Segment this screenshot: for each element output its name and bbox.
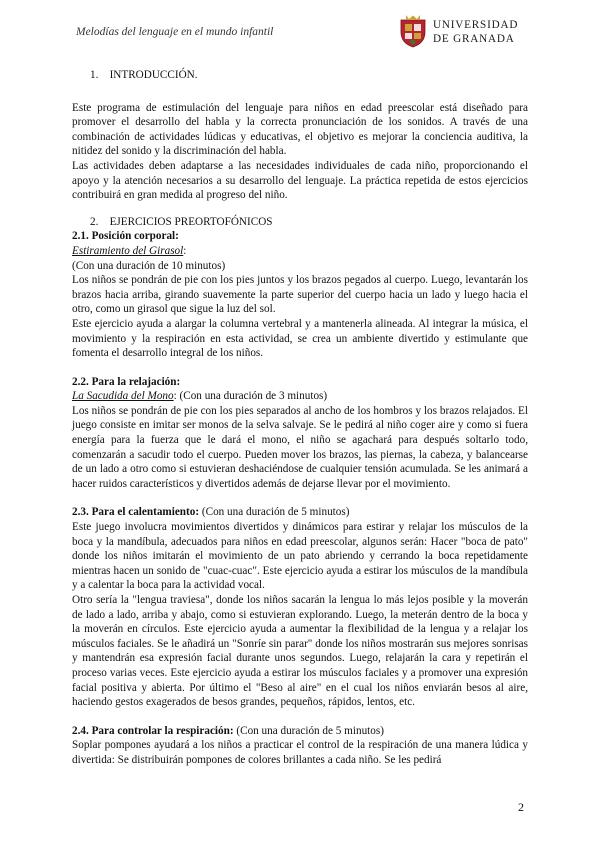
exercise-name: Estiramiento del Girasol [72, 244, 184, 257]
paragraph: Las actividades deben adaptarse a las necesidades individuales de cada niño, proporcionando el apoyo y la atención necesarios a su desarrollo del lenguaje. La práctica repetida de estos ejercicios contribuirá en gran medida al progreso del niño. [72, 159, 528, 202]
paragraph: Este programa de estimulación del lenguaje para niños en edad preescolar está diseñado para promover el desarrollo del habla y la correcta pronunciación de los sonidos. A través de una combinación de actividades lúdicas y educativas, el objetivo es mejorar la conciencia auditiva, la nitidez del sonido y la discriminación del habla. [72, 101, 528, 158]
subsection-title: 2.1. Posición corporal: [72, 230, 179, 243]
subsection-title: 2.4. Para controlar la respiración: [72, 724, 234, 737]
running-title: Melodías del lenguaje en el mundo infantil [76, 26, 274, 38]
subsection-heading-line [72, 724, 528, 739]
logo-line-2: DE GRANADA [433, 33, 515, 45]
page-header [0, 0, 600, 60]
paragraph: Los niños se pondrán de pie con los pies separados al ancho de los hombros y los brazos relajados. El juego consiste en imitar ser monos de la selva salvaje. Se le pedirá al niño coger aire y como si fuera energía para la fuerza que le dará el mono, el niño se agachará para después soltarlo todo, comenzarán a sacudir todo el cuerpo. Pueden mover los brazos, las piernas, la cabeza, y balancearse de un lado a otro como si estuvieran deshaciéndose de cualquier tensión acumulada. Se les animará a hacer ruidos característicos y divertidos además de dejarse llevar por el movimiento. [72, 404, 528, 490]
exercise-duration: (Con una duración de 10 minutos) [72, 259, 226, 272]
logo-text [433, 18, 518, 46]
subsection-heading-line [72, 505, 528, 520]
exercise-duration: (Con una duración de 5 minutos) [199, 506, 350, 519]
document-body [72, 68, 528, 768]
paragraph: Soplar pompones ayudará a los niños a practicar el control de la respiración de una manera lúdica y divertida: Se distribuirán pompones de colores brillantes a cada niño. Se les pedirá [72, 739, 528, 766]
section-title-introduccion: 1. INTRODUCCIÓN. [90, 69, 198, 81]
paragraph: Los niños se pondrán de pie con los pies juntos y los brazos pegados al cuerpo. Luego, levantarán los brazos hacia arriba, girando suavemente la parte superior del cuerpo hacia un lado y luego hacia el otro, como un girasol que sigue la luz del sol. [72, 274, 528, 316]
subsection-title: 2.2. Para la relajación: [72, 375, 181, 388]
paragraph: Este ejercicio ayuda a alargar la columna vertebral y a mantenerla alineada. Al integrar la música, el movimiento y la respiración en esta actividad, se crea un ambiente divertido y estimulante que fomenta el desarrollo integral de los niños. [72, 317, 528, 360]
exercise-name-line [72, 389, 528, 404]
exercise-duration: : (Con una duración de 3 minutos) [173, 390, 328, 403]
page-number: 2 [518, 800, 524, 814]
section-title-ejercicios: 2. EJERCICIOS PREORTOFÓNICOS [90, 215, 273, 228]
exercise-name-line [72, 244, 528, 259]
university-crest-icon [398, 14, 428, 48]
subsection-title: 2.3. Para el calentamiento: [72, 506, 200, 519]
paragraph: Este juego involucra movimientos divertidos y dinámicos para estirar y relajar los músculos de la boca y la mandíbula, adecuados para niños en edad preescolar, algunos serán: Hacer "boca de pato" donde los niños imitarán el movimiento de un pato abriendo y cerrando la boca repetidamente mientras hacen un sonido de "cuac-cuac". Este ejercicio ayuda a estirar los músculos de la mandíbula y a calentar la boca para la actividad vocal. [72, 521, 528, 592]
university-logo [398, 14, 538, 48]
exercise-name: La Sacudida del Mono [72, 390, 174, 403]
exercise-duration: (Con una duración de 5 minutos) [233, 724, 384, 737]
logo-line-1: UNIVERSIDAD [433, 19, 519, 31]
paragraph: Otro sería la "lengua traviesa", donde los niños sacarán la lengua lo más lejos posible y la moverán de lado a lado, arriba y abajo, como si estuvieran explorando. Luego, la meterán dentro de la boca y la moverán en círculos. Este ejercicio ayuda a aumentar la flexibilidad de la lengua y a relajar los músculos faciales. Se le añadirá un "Sonríe sin parar" donde los niños mostrarán sus mejores sonrisas y mantendrán esa expresión facial durante unos segundos. Luego, relajarán la cara y repetirán el proceso varias veces. Este ejercicio ayuda a estirar los músculos faciales y a promover una expresión facial positiva y abierta. Por último el "Beso al aire" en el cual los niños enviarán besos al aire, haciendo gestos exagerados de besos grandes, pequeños, rápidos, lentos, etc. [72, 594, 528, 709]
exercise-name-suffix: : [183, 244, 187, 257]
